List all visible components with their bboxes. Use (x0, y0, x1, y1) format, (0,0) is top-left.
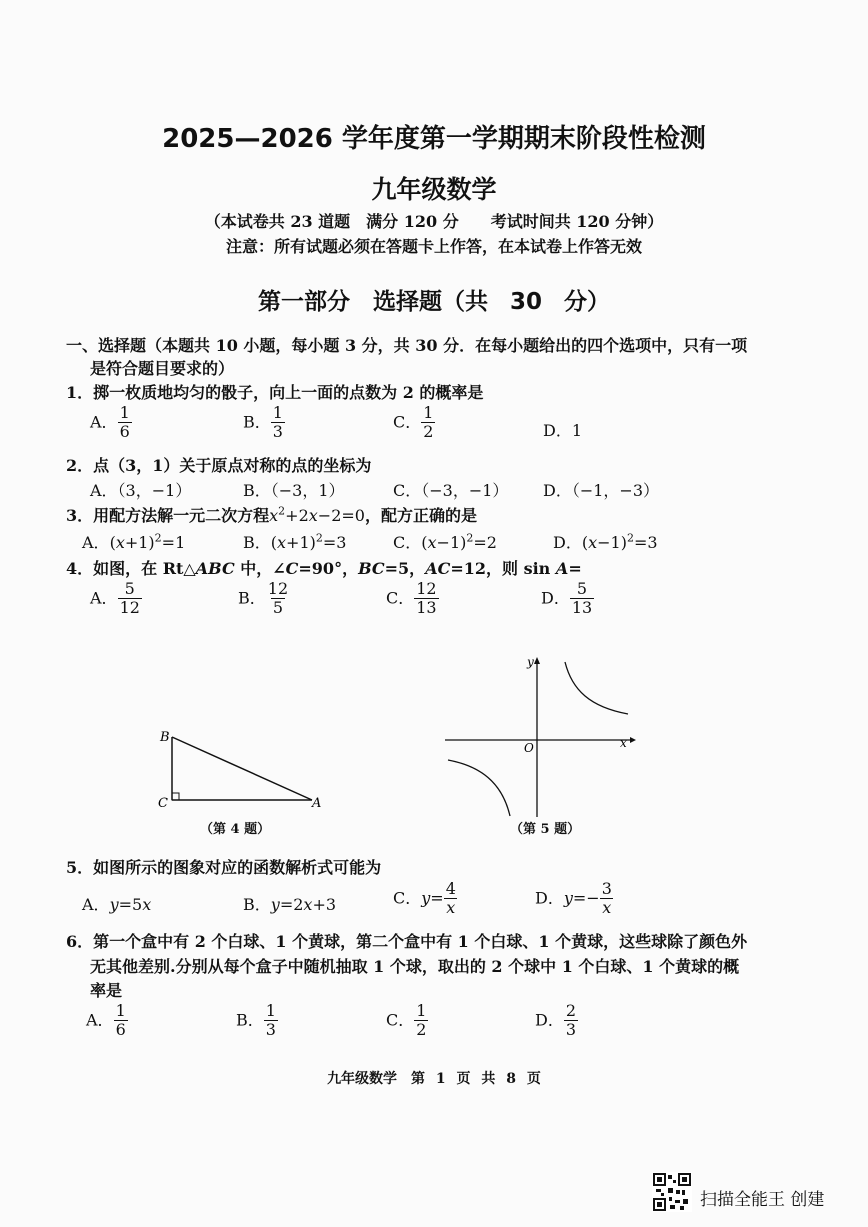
figure-4-caption: （第 4 题） (200, 822, 271, 837)
q5-option-d: D．y=− $\frac{3}{x}$ (535, 879, 612, 918)
hyperbola-branch-lower (448, 760, 510, 816)
q2-option-b: B．（−3，1） (243, 481, 345, 500)
figure-4-triangle (150, 725, 340, 815)
figure-5-graph (440, 652, 640, 822)
q5-option-a: A．y=5x (82, 895, 152, 914)
exam-notice: 注意：所有试题必须在答题卡上作答，在本试卷上作答无效 (225, 237, 642, 256)
q4-option-d: D． $\frac{5}{13}$ (541, 579, 593, 618)
q1-option-b: B． $\frac{1}{3}$ (243, 403, 283, 442)
q2-option-a: A．（3，−1） (90, 481, 192, 500)
section-heading-line2: 是符合题目要求的） (90, 359, 235, 378)
x-axis-label: x (620, 736, 627, 750)
q3-option-c: C．$(x-1)^2=2$ (393, 531, 497, 552)
q5-option-c: C．y= $\frac{4}{x}$ (393, 879, 456, 918)
exam-info: （本试卷共 23 道题 满分 120 分 考试时间共 120 分钟） (204, 212, 664, 231)
vertex-b-label: B (160, 730, 170, 745)
q6-option-d: D． $\frac{2}{3}$ (535, 1001, 577, 1040)
part-heading: 第一部分 选择题（共 30 分） (257, 289, 611, 315)
q5-option-b: B．y=2x+3 (243, 895, 337, 914)
section-heading-line1: 一、选择题（本题共 10 小题，每小题 3 分，共 30 分．在每小题给出的四个选项中，只有一项 (66, 336, 748, 355)
q3-option-d: D．$(x-1)^2=3$ (553, 531, 658, 552)
q4-option-a: A． $\frac{5}{12}$ (90, 579, 140, 618)
question-6-line3: 率是 (90, 981, 123, 1000)
hyperbola-branch-upper (565, 662, 628, 714)
origin-label: O (524, 741, 534, 755)
q1-option-c: C． $\frac{1}{2}$ (393, 403, 434, 442)
figure-5-caption: （第 5 题） (510, 822, 581, 837)
q2-option-d: D．（−1，−3） (543, 481, 660, 500)
question-3: 3．用配方法解一元二次方程$x^2+2x-2=0$，配方正确的是 (66, 504, 477, 525)
q1-option-d: D．1 (543, 421, 583, 440)
y-axis-label: y (527, 655, 534, 669)
question-6-line2: 无其他差别.分别从每个盒子中随机抽取 1 个球，取出的 2 个球中 1 个白球、1 个黄球的概 (90, 957, 740, 976)
exam-title: 2025—2026 学年度第一学期期末阶段性检测 (162, 124, 706, 154)
page-footer: 九年级数学 第 1 页 共 8 页 (327, 1071, 541, 1087)
q4-option-c: C． $\frac{12}{13}$ (386, 579, 437, 618)
vertex-a-label: A (312, 796, 322, 811)
q3-option-a: A．$(x+1)^2=1$ (82, 531, 186, 552)
question-4: 4．如图，在 Rt△ABC 中，∠C=90°，BC=5，AC=12，则 sin A= (66, 559, 582, 578)
q1-option-a: A． $\frac{1}{6}$ (90, 403, 130, 442)
question-5: 5．如图所示的图象对应的函数解析式可能为 (66, 858, 382, 877)
q4-option-b: B． $\frac{12}{5}$ (238, 579, 289, 618)
question-1: 1．掷一枚质地均匀的骰子，向上一面的点数为 2 的概率是 (66, 383, 484, 402)
qr-code-icon (652, 1172, 692, 1212)
q6-option-a: A． $\frac{1}{6}$ (86, 1001, 126, 1040)
question-6-line1: 6．第一个盒中有 2 个白球、1 个黄球，第二个盒中有 1 个白球、1 个黄球，这些球除了颜色外 (66, 932, 748, 951)
exam-subject: 九年级数学 (371, 175, 497, 204)
q6-option-b: B． $\frac{1}{3}$ (236, 1001, 276, 1040)
q2-option-c: C．（−3，−1） (393, 481, 509, 500)
question-2: 2．点（3，1）关于原点对称的点的坐标为 (66, 456, 372, 475)
scanner-watermark: 扫描全能王 创建 (700, 1190, 825, 1210)
q6-option-c: C． $\frac{1}{2}$ (386, 1001, 427, 1040)
q3-option-b: B．$(x+1)^2=3$ (243, 531, 347, 552)
vertex-c-label: C (158, 796, 168, 811)
